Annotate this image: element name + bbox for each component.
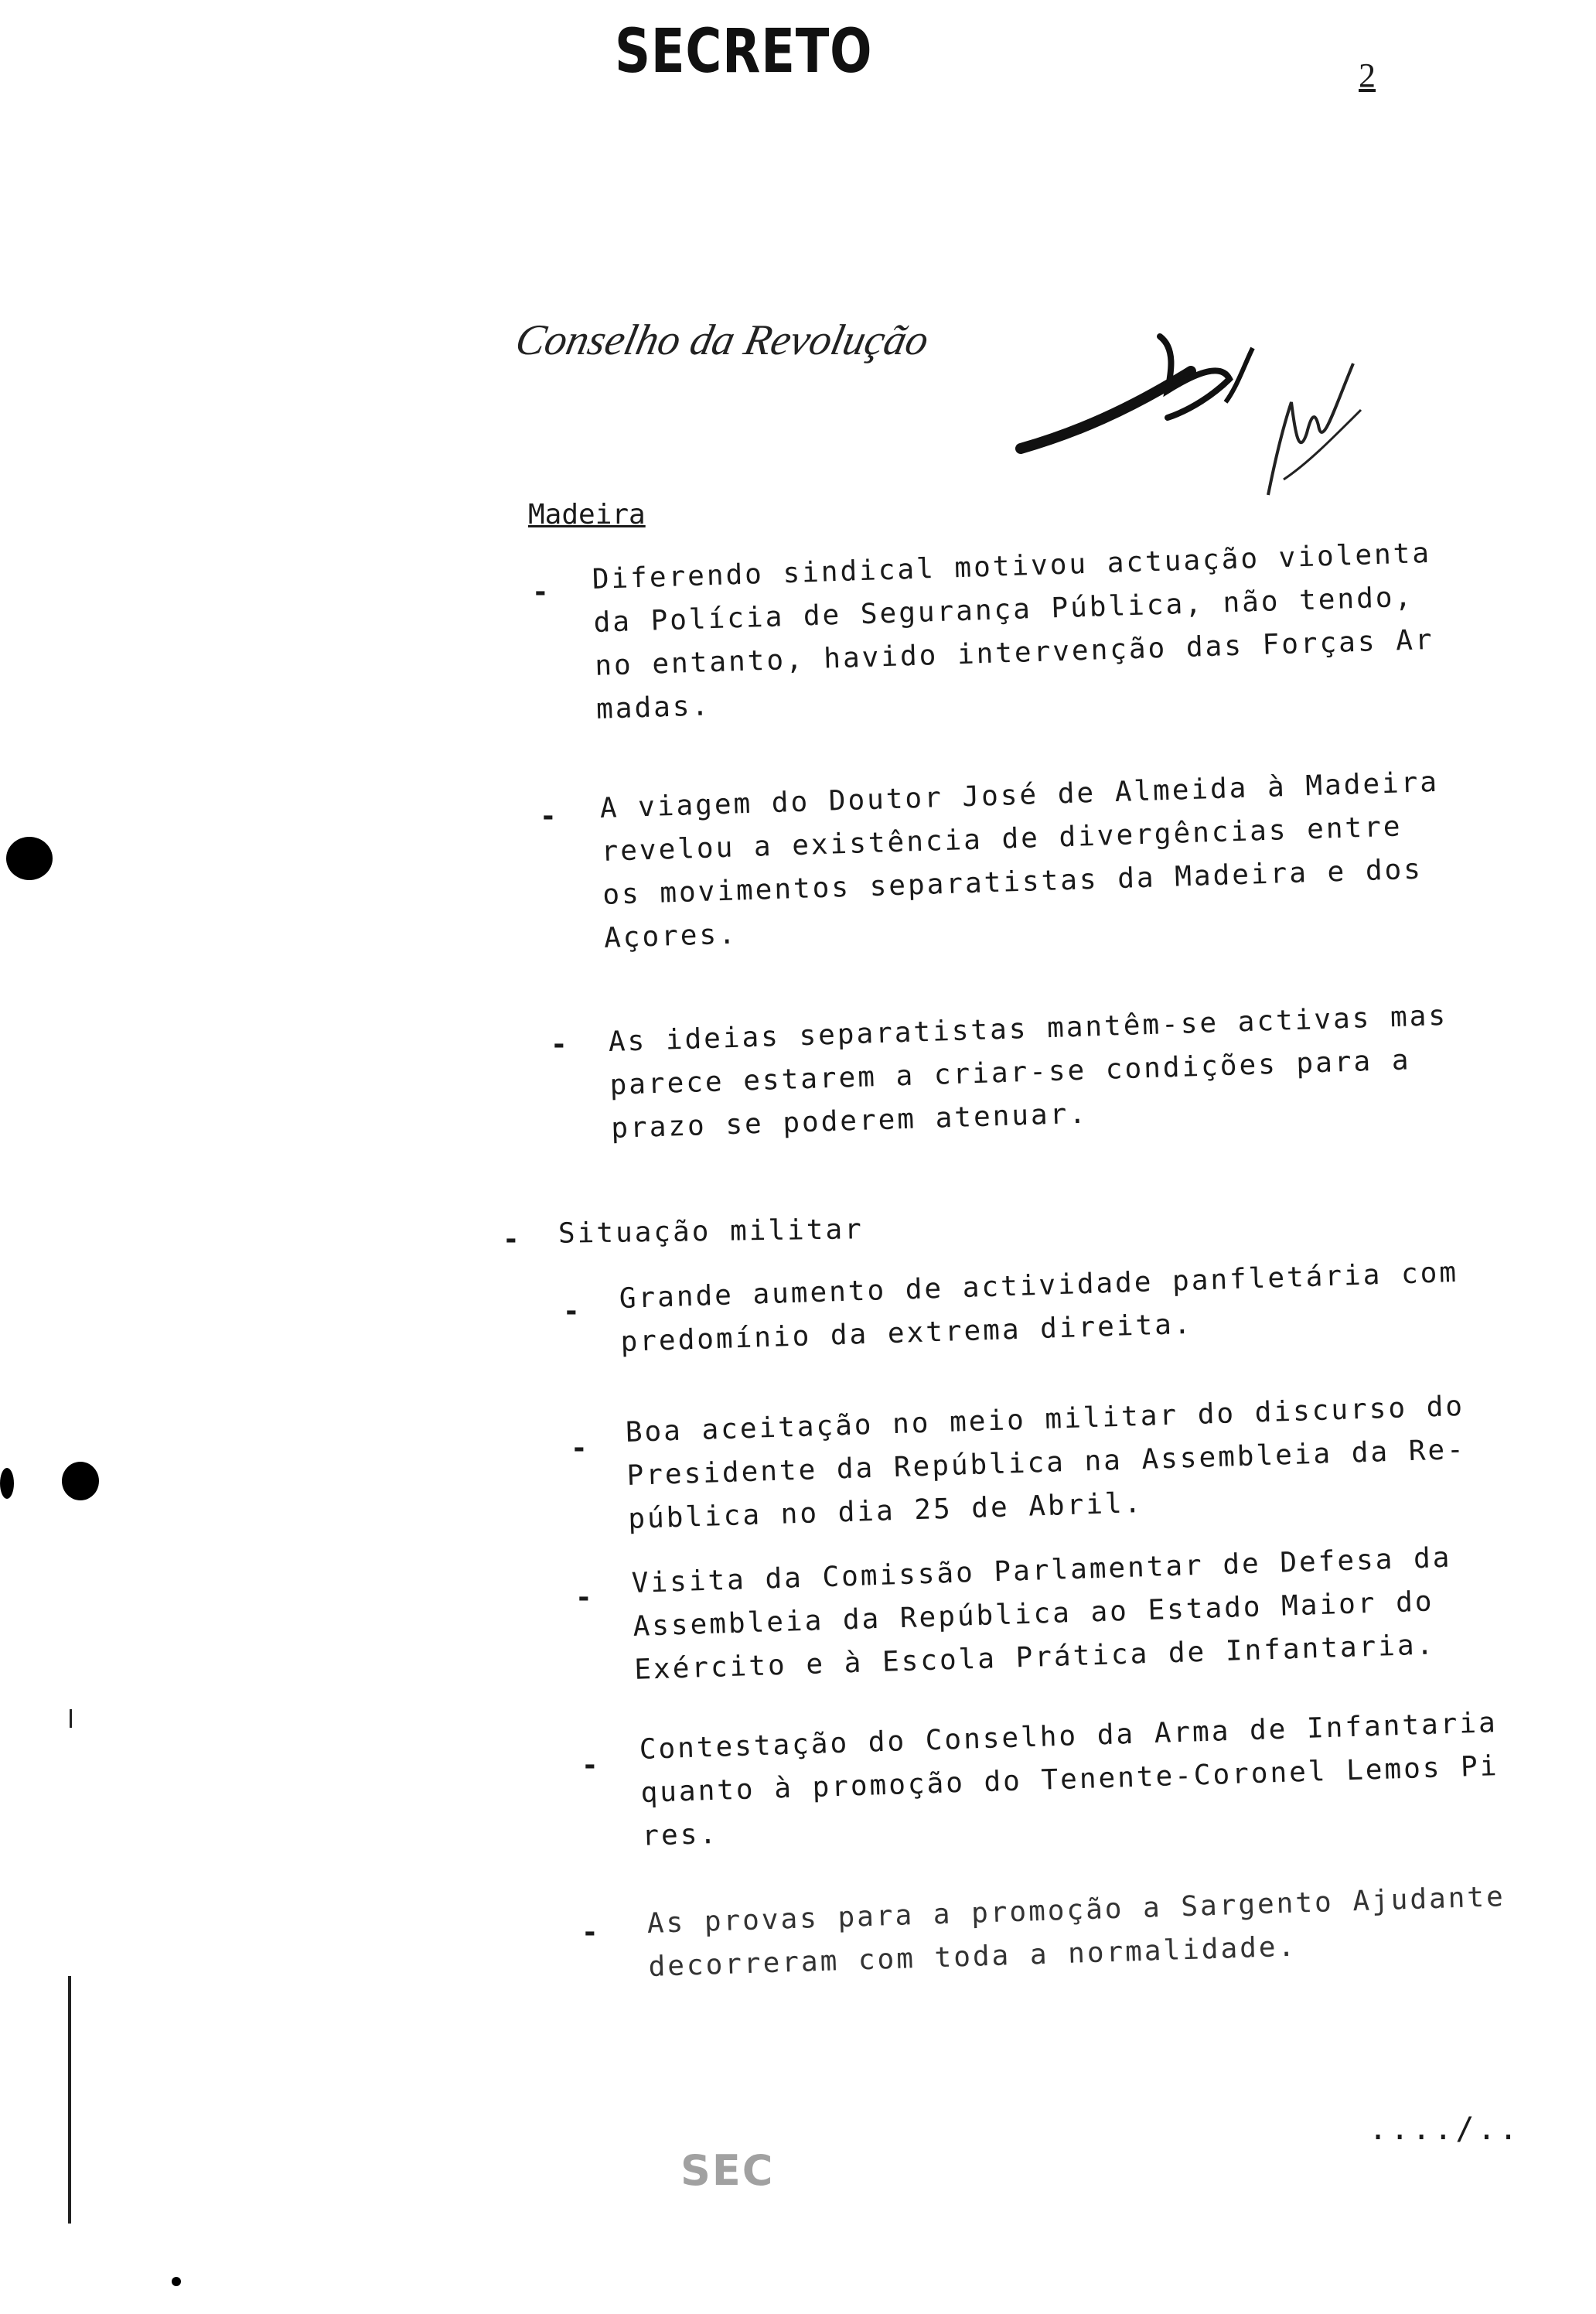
text-line: res. [641,1817,719,1852]
page-number: 2 [1359,56,1376,94]
text-line: Diferendo sindical motivou actuação violenta [592,537,1432,596]
classification-stamp: SECRETO [615,17,873,87]
text-line: da Polícia de Segurança Pública, não tendo, [592,581,1414,639]
bullet-dash: - [575,1582,592,1613]
margin-mark [70,1709,72,1728]
margin-line [68,1976,71,2224]
text-line: A viagem do Doutor José de Almeida à Madeira [599,766,1440,824]
bullet-dash: - [532,576,549,608]
handwritten-signature [1013,317,1376,518]
text-line: no entanto, havido intervenção das Forças Ar [594,623,1435,682]
text-line: Assembleia da República ao Estado Maior do [632,1585,1435,1643]
madeira-item-2 [599,761,1444,961]
bullet-dash: - [581,1749,598,1781]
text-line: predomínio da extrema direita. [619,1308,1194,1358]
military-item-1 [619,1251,1461,1364]
bullet-dash: - [581,1916,598,1948]
text-line: As provas para a promoção a Sargento Ajudante [646,1881,1506,1940]
military-item-5 [646,1875,1507,1989]
text-line: prazo se poderem atenuar. [610,1097,1089,1145]
punch-hole [6,837,53,880]
scan-speck [172,2277,181,2286]
punch-hole [62,1462,99,1500]
continuation-mark: ..../.. [1369,2111,1521,2147]
text-line: decorreram com toda a normalidade. [647,1930,1298,1983]
bullet-dash: - [563,1295,580,1327]
section-heading-situacao-militar: Situação militar [558,1213,864,1250]
bullet-dash: - [571,1432,588,1464]
text-line: pública no dia 25 de Abril. [627,1487,1144,1535]
military-item-4 [639,1701,1501,1858]
madeira-item-1 [592,532,1436,732]
faded-stamp: SEC [680,2146,775,2195]
military-item-2 [625,1385,1468,1541]
section-heading-madeira: Madeira [528,499,646,531]
text-line: os movimentos separatistas da Madeira e dos [602,853,1424,911]
bullet-dash: - [503,1224,520,1255]
text-line: madas. [595,690,711,725]
text-line: Boa aceitação no meio militar do discurso do [625,1390,1465,1449]
text-line: Exército e à Escola Prática de Infantaria. [633,1629,1436,1686]
text-line: Contestação do Conselho da Arma de Infantaria [639,1707,1499,1766]
madeira-item-3 [608,995,1451,1151]
text-line: quanto à promoção do Tenente-Coronel Lemos Pi [639,1750,1500,1809]
bullet-dash: - [540,800,557,832]
text-line: parece estarem a criar-se condições para a [609,1044,1412,1101]
text-line: As ideias separatistas mantêm-se activas mas [608,999,1448,1058]
text-line: Visita da Comissão Parlamentar de Defesa da [631,1541,1452,1599]
military-item-3 [631,1537,1455,1692]
text-line: Presidente da República na Assembleia da Re- [626,1433,1467,1492]
text-line: revelou a existência de divergências entre [600,811,1403,868]
text-line: Grande aumento de actividade panfletária com [619,1256,1459,1315]
text-line: Açores. [603,918,738,954]
bullet-dash: - [551,1029,568,1060]
punch-hole [0,1468,14,1499]
letterhead: Conselho da Revolução [511,316,933,364]
